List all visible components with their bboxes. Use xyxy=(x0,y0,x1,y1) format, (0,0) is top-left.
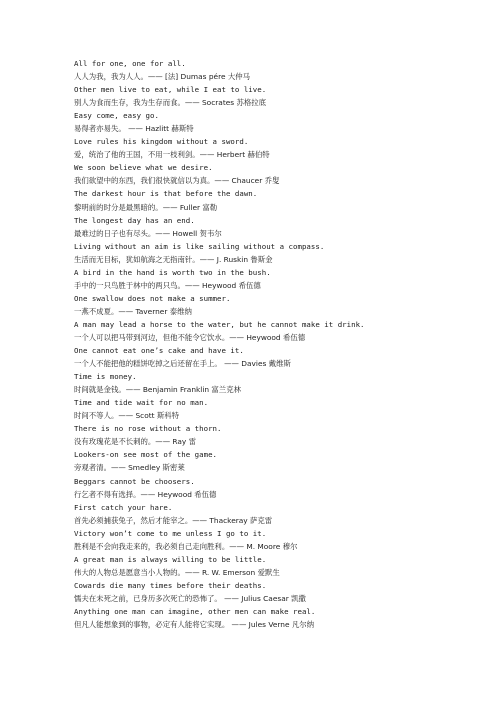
quote-english-line: Love rules his kingdom without a sword. xyxy=(74,137,249,147)
quote-list xyxy=(74,57,484,631)
quote-chinese-line: 没有玫瑰花是不长刺的。—— Ray 雷 xyxy=(74,437,197,447)
quote-chinese-line: 一个人不能把他的糕饼吃掉之后还留在手上。 —— Davies 戴维斯 xyxy=(74,359,291,369)
quote-english-line: All for one, one for all. xyxy=(74,59,186,68)
quote-chinese-line: 时间就是金钱。—— Benjamin Franklin 富兰克林 xyxy=(74,385,241,395)
quote-english-line: Time and tide wait for no man. xyxy=(74,398,209,408)
quote-english-line: The longest day has an end. xyxy=(74,215,195,225)
quote-chinese-line: 我们欲望中的东西，我们很快就信以为真。—— Chaucer 乔叟 xyxy=(74,176,280,186)
quote-english-line: Lookers-on see most of the game. xyxy=(74,450,218,460)
quote-english-line: Other men live to eat, while I eat to live. xyxy=(74,85,267,95)
quote-english-line: Beggars cannot be choosers. xyxy=(74,476,195,486)
quote-english-line: Victory won’t come to me unless I go to it. xyxy=(74,528,267,538)
quote-chinese-line: 一燕不成夏。—— Taverner 泰维纳 xyxy=(74,306,192,316)
quote-chinese-line: 旁观者清。—— Smedley 斯密莱 xyxy=(74,463,185,473)
quote-chinese-line: 生活而无目标，犹如航海之无指南针。—— J. Ruskin 鲁斯金 xyxy=(74,254,273,264)
quote-chinese-line: 时间不等人。—— Scott 斯科特 xyxy=(74,411,180,421)
quote-chinese-line: 懦夫在未死之前，已身历多次死亡的恐怖了。 —— Julius Caesar 凯撒 xyxy=(74,593,306,603)
quote-english-line: A man may lead a horse to the water, but he cannot make it drink. xyxy=(74,319,365,329)
quote-chinese-line: 爱，统治了他的王国，不用一枝利剑。—— Herbert 赫伯特 xyxy=(74,150,270,160)
quote-english-line: Time is money. xyxy=(74,372,137,382)
quote-english-line: A great man is always willing to be little. xyxy=(74,554,267,564)
quote-chinese-line: 易得者亦易失。 —— Hazlitt 赫斯特 xyxy=(74,124,194,134)
quote-chinese-line: 胜利是不会向我走来的，我必须自己走向胜利。—— M. Moore 穆尔 xyxy=(74,541,298,551)
quote-chinese-line: 手中的一只鸟胜于林中的两只鸟。—— Heywood 希伍德 xyxy=(74,280,261,290)
quote-english-line: Cowards die many times before their deaths. xyxy=(74,580,267,590)
quote-chinese-line: 伟大的人物总是愿意当小人物的。—— R. W. Emerson 爱默生 xyxy=(74,567,280,577)
quote-chinese-line: 首先必须捕获兔子，然后才能宰之。—— Thackeray 萨克雷 xyxy=(74,515,273,525)
quote-english-line: One cannot eat one’s cake and have it. xyxy=(74,346,244,356)
quote-english-line: First catch your hare. xyxy=(74,502,173,512)
quote-english-line: A bird in the hand is worth two in the bush. xyxy=(74,267,271,277)
quote-english-line: The darkest hour is that before the dawn. xyxy=(74,189,258,199)
quote-english-line: Anything one man can imagine, other men can make real. xyxy=(74,606,316,616)
quote-english-line: There is no rose without a thorn. xyxy=(74,424,222,434)
quote-chinese-line: 黎明前的时分是最黑暗的。—— Fuller 富勒 xyxy=(74,202,218,212)
quote-chinese-line: 别人为食而生存，我为生存而食。—— Socrates 苏格拉底 xyxy=(74,98,267,108)
quote-english-line: One swallow does not make a summer. xyxy=(74,293,231,303)
quote-chinese-line: 人人为我，我为人人。—— [法] Dumas pére 大仲马 xyxy=(74,72,251,82)
quote-chinese-line: 一个人可以把马带到河边，但他不能令它饮水。—— Heywood 希伍德 xyxy=(74,332,306,342)
quote-english-line: Easy come, easy go. xyxy=(74,111,159,121)
quote-english-line: Living without an aim is like sailing without a compass. xyxy=(74,241,325,251)
quote-chinese-line: 但凡人能想象到的事物，必定有人能将它实现。 —— Jules Verne 凡尔纳 xyxy=(74,620,315,630)
quote-english-line: We soon believe what we desire. xyxy=(74,163,213,173)
quote-chinese-line: 最难过的日子也有尽头。—— Howell 贺韦尔 xyxy=(74,228,222,238)
quote-chinese-line: 行乞者不得有选择。—— Heywood 希伍德 xyxy=(74,489,217,499)
